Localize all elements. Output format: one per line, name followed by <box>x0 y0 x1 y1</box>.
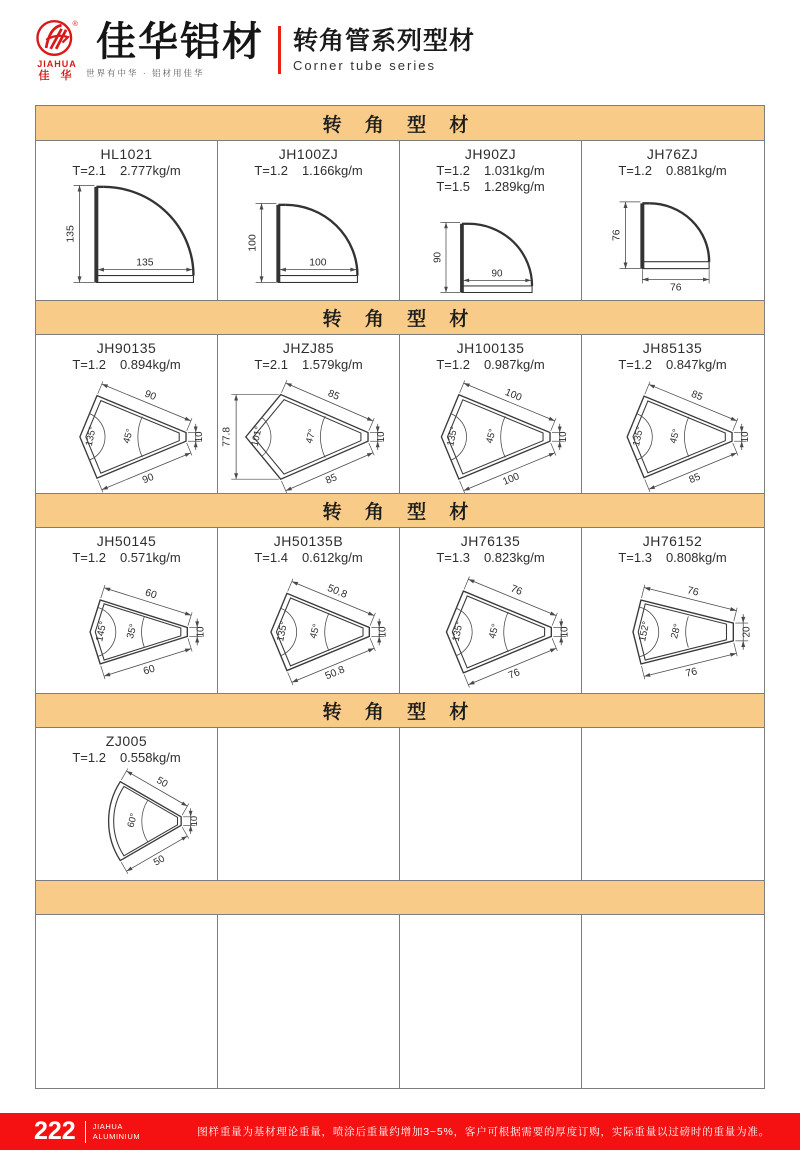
page-header <box>28 14 772 86</box>
svg-text:10: 10 <box>375 431 387 443</box>
svg-text:76: 76 <box>508 583 524 599</box>
profile-cell-jh85135 <box>582 335 763 493</box>
profile-model: JH76ZJ <box>646 146 699 162</box>
thickness-value: T=1.3 <box>436 550 470 565</box>
profile-cell-jh100zj <box>218 141 400 300</box>
profile-spec <box>254 550 362 566</box>
profile-model: JH85135 <box>642 340 703 356</box>
thickness-value: T=1.2 <box>72 750 106 765</box>
svg-text:28°: 28° <box>668 622 684 640</box>
weight-value: 2.777kg/m <box>119 163 181 178</box>
svg-text:76: 76 <box>611 229 623 242</box>
profile-row <box>36 335 764 494</box>
weight-value: 0.823kg/m <box>483 550 545 565</box>
profile-model: JHZJ85 <box>282 340 335 356</box>
svg-text:100: 100 <box>247 234 259 252</box>
profile-model: HL1021 <box>100 146 153 162</box>
svg-text:10: 10 <box>193 431 205 443</box>
weight-value: 0.612kg/m <box>301 550 363 565</box>
page-footer <box>0 1113 800 1150</box>
profile-spec <box>436 179 544 195</box>
svg-text:135: 135 <box>65 225 77 243</box>
series-block <box>293 27 475 74</box>
logo-brand-cn: 佳 华 <box>38 70 76 82</box>
svg-text:45°: 45° <box>486 622 502 640</box>
profile-model: JH100ZJ <box>278 146 339 162</box>
weight-value: 0.808kg/m <box>665 550 727 565</box>
profile-cell-jh100135 <box>400 335 582 493</box>
profile-model: ZJ005 <box>105 733 148 749</box>
svg-text:45°: 45° <box>483 427 499 445</box>
jiahua-logo <box>28 18 86 82</box>
svg-text:50.8: 50.8 <box>325 582 348 601</box>
profile-model: JH76135 <box>460 533 521 549</box>
footer-divider <box>85 1121 86 1143</box>
brand-block <box>86 19 264 79</box>
svg-text:10: 10 <box>557 431 569 443</box>
series-title: 转角管系列型材 <box>293 26 476 55</box>
svg-text:76: 76 <box>684 666 699 680</box>
svg-text:76: 76 <box>685 585 700 599</box>
svg-text:45°: 45° <box>120 427 136 445</box>
profile-cell-hl1021 <box>36 141 218 300</box>
svg-text:77.8: 77.8 <box>220 426 232 447</box>
section-header: 转 角 型 材 <box>36 493 764 528</box>
profile-cell-empty <box>582 915 763 1088</box>
svg-text:135°: 135° <box>444 425 460 448</box>
svg-text:76: 76 <box>669 282 682 291</box>
svg-text:135: 135 <box>135 257 154 269</box>
profile-model: JH76152 <box>642 533 703 549</box>
profile-drawing-fan <box>37 766 217 880</box>
svg-text:85: 85 <box>325 388 341 403</box>
thickness-value: T=1.2 <box>436 357 470 372</box>
profile-drawing-wedge <box>37 566 217 690</box>
thickness-value: T=1.2 <box>72 357 106 372</box>
profile-cell-jh50135b <box>218 528 400 693</box>
profile-spec <box>72 550 180 566</box>
profile-spec <box>254 357 362 373</box>
header-divider <box>278 26 281 74</box>
weight-value: 0.987kg/m <box>483 357 545 372</box>
profile-row <box>36 141 764 301</box>
thickness-value: T=1.2 <box>254 163 288 178</box>
weight-value: 0.894kg/m <box>119 357 181 372</box>
page-number: 222 <box>34 1117 76 1145</box>
profile-drawing-wedge <box>37 373 217 493</box>
weight-value: 1.031kg/m <box>483 163 545 178</box>
svg-text:101°: 101° <box>249 425 265 448</box>
section-header: 转 角 型 材 <box>36 300 764 335</box>
profile-drawing-wedge <box>583 566 763 690</box>
thickness-value: T=1.3 <box>618 550 652 565</box>
profile-cell-jh76zj <box>582 141 763 300</box>
weight-value: 1.166kg/m <box>301 163 363 178</box>
profile-drawing-quarter <box>401 195 581 300</box>
svg-text:50.8: 50.8 <box>323 664 347 683</box>
profile-drawing-wedge <box>401 373 581 493</box>
profile-model: JH50145 <box>96 533 157 549</box>
thickness-value: T=1.4 <box>254 550 288 565</box>
svg-text:50: 50 <box>153 775 169 791</box>
profile-drawing-wedge <box>219 373 399 493</box>
profile-cell-empty <box>218 728 400 880</box>
profile-cell-jh90zj <box>400 141 582 300</box>
svg-text:100: 100 <box>308 257 327 269</box>
svg-text:60: 60 <box>141 663 156 678</box>
svg-text:10: 10 <box>739 431 751 443</box>
profile-model: JH50135B <box>273 533 344 549</box>
section-header <box>36 880 764 915</box>
svg-text:45°: 45° <box>667 427 682 445</box>
weight-value: 1.579kg/m <box>301 357 363 372</box>
profile-cell-jh76152 <box>582 528 763 693</box>
weight-value: 1.289kg/m <box>483 179 545 194</box>
profile-cell-empty <box>400 728 582 880</box>
svg-text:90: 90 <box>491 268 502 280</box>
profile-spec <box>72 163 180 179</box>
profile-spec <box>436 163 544 179</box>
profile-row <box>36 728 764 881</box>
footer-brand-line1: JIAHUA <box>92 1122 123 1132</box>
profile-cell-empty <box>400 915 582 1088</box>
svg-text:76: 76 <box>506 667 522 682</box>
footer-disclaimer: 图样重量为基材理论重量，喷涂后重量约增加3~5%，客户可根据需要的厚度订购，实际重量以过磅时的重量为准。 <box>197 1126 770 1138</box>
svg-text:135°: 135° <box>630 425 646 448</box>
brand-slogan: 世界有中华 · 铝材用佳华 <box>86 67 205 78</box>
jiahua-logo-icon <box>35 18 79 58</box>
weight-value: 0.558kg/m <box>119 750 181 765</box>
svg-text:10: 10 <box>195 626 207 638</box>
weight-value: 0.571kg/m <box>119 550 181 565</box>
footer-brand-line2: ALUMINIUM <box>92 1131 141 1141</box>
profile-table <box>35 105 765 1089</box>
registered-mark: ® <box>72 19 78 29</box>
footer-brand <box>93 1122 141 1141</box>
profile-model: JH90135 <box>96 340 157 356</box>
thickness-value: T=1.5 <box>436 179 470 194</box>
profile-drawing-wedge <box>583 373 763 493</box>
profile-cell-jh50145 <box>36 528 218 693</box>
svg-text:135°: 135° <box>274 620 290 643</box>
svg-text:85: 85 <box>688 388 704 404</box>
profile-spec <box>436 550 544 566</box>
svg-text:85: 85 <box>687 471 702 487</box>
svg-text:60°: 60° <box>125 812 140 829</box>
thickness-value: T=1.2 <box>72 550 106 565</box>
svg-text:60: 60 <box>143 587 158 602</box>
svg-text:50: 50 <box>151 853 167 869</box>
profile-drawing-wedge <box>401 566 581 690</box>
svg-text:135°: 135° <box>450 620 466 643</box>
profile-drawing-quarter <box>583 179 763 291</box>
svg-text:135°: 135° <box>83 425 99 448</box>
svg-text:90: 90 <box>431 251 443 263</box>
profile-spec <box>72 750 180 766</box>
svg-text:90: 90 <box>142 388 158 404</box>
svg-text:47°: 47° <box>303 427 318 445</box>
weight-value: 0.847kg/m <box>665 357 727 372</box>
profile-cell-empty <box>582 728 763 880</box>
profile-row <box>36 915 764 1088</box>
profile-spec <box>254 163 362 179</box>
svg-text:45°: 45° <box>307 622 323 640</box>
profile-cell-jh90135 <box>36 335 218 493</box>
brand-title: 佳华铝材 <box>96 19 264 64</box>
thickness-value: T=1.2 <box>618 163 652 178</box>
series-subtitle: Corner tube series <box>293 58 436 74</box>
profile-spec <box>436 357 544 373</box>
profile-cell-empty <box>36 915 218 1088</box>
thickness-value: T=1.2 <box>436 163 470 178</box>
profile-drawing-wedge <box>219 566 399 690</box>
svg-text:90: 90 <box>140 471 156 487</box>
profile-drawing-quarter <box>37 179 217 291</box>
profile-spec <box>618 163 726 179</box>
profile-cell-empty <box>218 915 400 1088</box>
profile-spec <box>618 550 726 566</box>
svg-text:10: 10 <box>377 626 389 638</box>
svg-text:100: 100 <box>502 387 523 404</box>
svg-text:152°: 152° <box>636 620 652 643</box>
svg-text:100: 100 <box>500 471 521 488</box>
profile-cell-jhzj85 <box>218 335 400 493</box>
profile-spec <box>618 357 726 373</box>
svg-text:85: 85 <box>323 472 339 487</box>
svg-text:145°: 145° <box>93 620 109 643</box>
section-header: 转 角 型 材 <box>36 693 764 728</box>
thickness-value: T=2.1 <box>254 357 288 372</box>
profile-row <box>36 528 764 694</box>
svg-text:10: 10 <box>559 626 571 638</box>
svg-text:35°: 35° <box>124 622 140 640</box>
profile-cell-jh76135 <box>400 528 582 693</box>
weight-value: 0.881kg/m <box>665 163 727 178</box>
profile-drawing-quarter <box>219 179 399 291</box>
thickness-value: T=2.1 <box>72 163 106 178</box>
logo-brand-en: JIAHUA <box>37 59 77 69</box>
profile-spec <box>72 357 180 373</box>
section-header: 转 角 型 材 <box>36 106 764 141</box>
profile-model: JH100135 <box>456 340 525 356</box>
profile-cell-zj005 <box>36 728 218 880</box>
svg-text:10: 10 <box>188 815 200 827</box>
svg-text:20: 20 <box>741 626 753 638</box>
profile-model: JH90ZJ <box>464 146 517 162</box>
thickness-value: T=1.2 <box>618 357 652 372</box>
